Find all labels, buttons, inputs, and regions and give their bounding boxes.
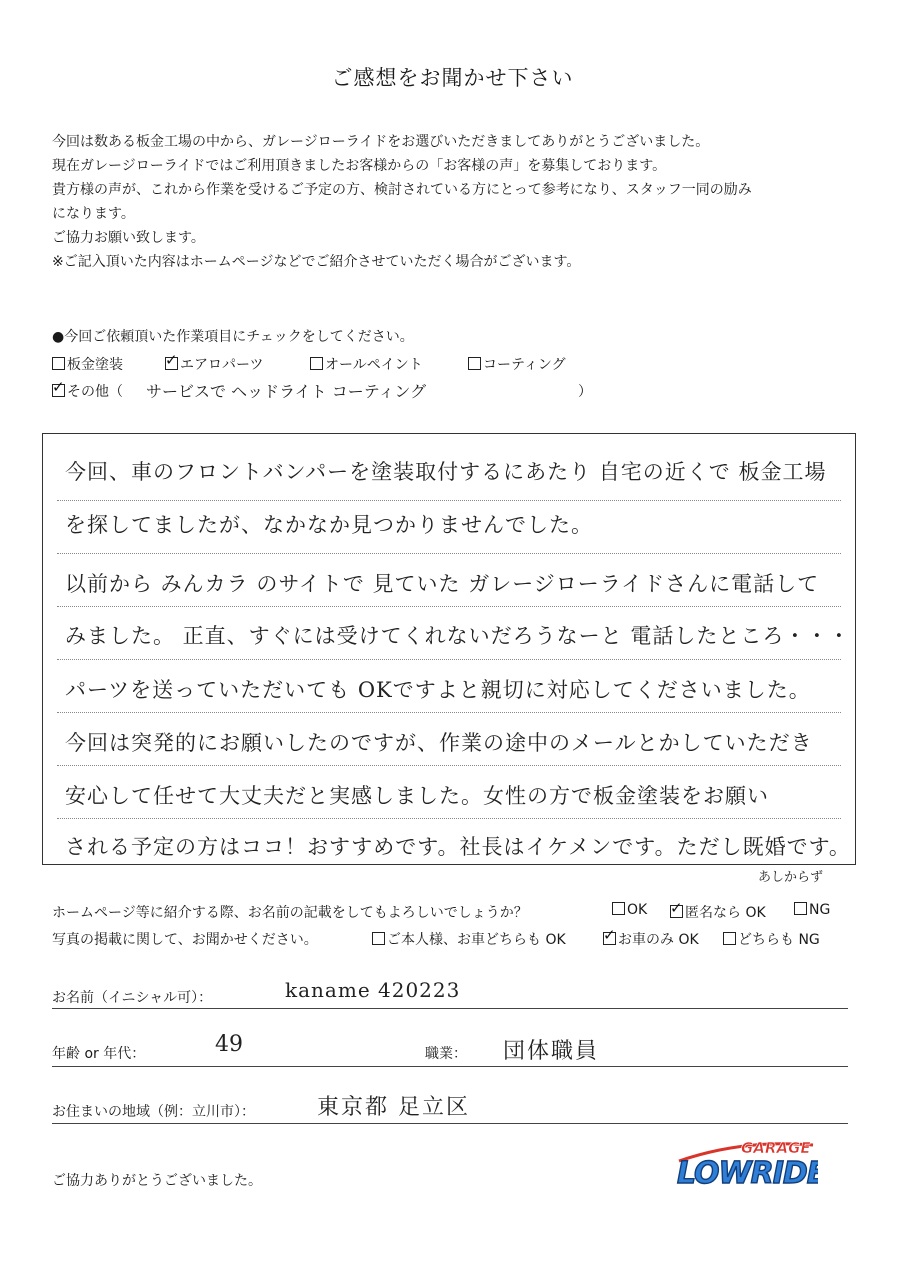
garage-lowride-logo bbox=[673, 1131, 818, 1191]
consent-option[interactable] bbox=[670, 902, 766, 922]
checkbox-checked[interactable] bbox=[603, 932, 616, 945]
job-label: 職業： bbox=[425, 1046, 467, 1062]
comment-line: 今回は突発的にお願いしたのですが、作業の途中のメールとかしていただき bbox=[65, 731, 813, 755]
work-item-option[interactable] bbox=[468, 354, 566, 374]
consent-option[interactable] bbox=[723, 929, 820, 949]
checkbox[interactable] bbox=[723, 932, 736, 945]
option-label: 板金塗装 bbox=[67, 357, 123, 373]
consent-option[interactable] bbox=[372, 929, 566, 949]
checkbox-checked[interactable] bbox=[670, 905, 683, 918]
work-item-other[interactable] bbox=[52, 381, 123, 401]
area-value[interactable]: 東京都 足立区 bbox=[317, 1095, 470, 1120]
intro-line: ご協力お願い致します。 bbox=[52, 230, 205, 246]
work-item-option[interactable] bbox=[310, 354, 423, 374]
other-label: その他（ bbox=[67, 384, 123, 400]
intro-line: 貴方様の声が、これから作業を受けるご予定の方、検討されている方にとって参考になり、スタッフ一同の励み bbox=[52, 182, 752, 198]
checkbox[interactable] bbox=[794, 902, 807, 915]
logo-graphic bbox=[673, 1131, 818, 1191]
option-label: どちらも NG bbox=[738, 932, 820, 948]
comment-note: あしからず bbox=[758, 870, 824, 885]
consent-option[interactable] bbox=[794, 902, 830, 918]
intro-text bbox=[52, 130, 752, 274]
photo-consent-question: 写真の掲載に関して、お聞かせください。 bbox=[52, 932, 318, 948]
option-label: エアロパーツ bbox=[180, 357, 264, 373]
ruled-line bbox=[57, 818, 841, 819]
comment-box bbox=[42, 433, 856, 865]
option-label: NG bbox=[809, 902, 831, 918]
option-label: OK bbox=[627, 902, 648, 918]
name-consent-question: ホームページ等に紹介する際、お名前の記載をしてもよろしいでしょうか？ bbox=[52, 905, 528, 921]
ruled-line bbox=[57, 500, 841, 501]
work-items-heading: ●今回ご依頼頂いた作業項目にチェックをしてください。 bbox=[52, 329, 414, 345]
option-label: お車のみ OK bbox=[618, 932, 699, 948]
age-value[interactable]: 49 bbox=[215, 1032, 243, 1057]
comment-line: みました。 正直、すぐには受けてくれないだろうなーと 電話したところ・・・ bbox=[65, 624, 851, 648]
comment-line: を探してましたが、なかなか見つかりませんでした。 bbox=[65, 513, 593, 537]
field-underline bbox=[52, 1123, 848, 1124]
page-title: ご感想をお聞かせ下さい bbox=[331, 66, 574, 90]
intro-line: 現在ガレージローライドではご利用頂きましたお客様からの「お客様の声」を募集しております。 bbox=[52, 158, 667, 174]
option-label: オールペイント bbox=[325, 357, 423, 373]
checkbox[interactable] bbox=[52, 357, 65, 370]
option-label: コーティング bbox=[483, 357, 566, 373]
field-underline bbox=[52, 1066, 848, 1067]
name-label: お名前（イニシャル可）： bbox=[52, 990, 213, 1006]
ruled-line bbox=[57, 765, 841, 766]
other-close-paren: ） bbox=[578, 384, 592, 400]
field-underline bbox=[52, 1008, 848, 1009]
checkbox[interactable] bbox=[372, 932, 385, 945]
intro-line: になります。 bbox=[52, 206, 135, 222]
work-item-option[interactable] bbox=[165, 354, 263, 374]
ruled-line bbox=[57, 659, 841, 660]
consent-option[interactable] bbox=[603, 929, 699, 949]
job-value[interactable]: 団体職員 bbox=[503, 1039, 600, 1064]
work-item-option[interactable] bbox=[52, 354, 123, 374]
intro-line: ※ご記入頂いた内容はホームページなどでご紹介させていただく場合がございます。 bbox=[52, 254, 581, 270]
thank-you-text: ご協力ありがとうございました。 bbox=[52, 1173, 262, 1189]
logo-line2: LOWRIDE bbox=[677, 1156, 818, 1191]
ruled-line bbox=[57, 712, 841, 713]
checkbox[interactable] bbox=[468, 357, 481, 370]
option-label: ご本人様、お車どちらも OK bbox=[387, 932, 566, 948]
ruled-line bbox=[57, 553, 841, 554]
area-label: お住まいの地域（例：立川市）： bbox=[52, 1104, 255, 1120]
checkbox-checked[interactable] bbox=[52, 384, 65, 397]
comment-line: 安心して任せて大丈夫だと実感しました。女性の方で板金塗装をお願い bbox=[65, 784, 769, 808]
logo-line1: GARAGE bbox=[741, 1139, 811, 1157]
option-label: 匿名なら OK bbox=[685, 905, 766, 921]
intro-line: 今回は数ある板金工場の中から、ガレージローライドをお選びいただきましてありがとうございました。 bbox=[52, 134, 710, 150]
checkbox[interactable] bbox=[310, 357, 323, 370]
consent-option[interactable] bbox=[612, 902, 647, 918]
comment-line: される予定の方はココ！おすすめです。社長はイケメンです。ただし既婚です。 bbox=[65, 835, 851, 859]
name-value[interactable]: kaname 420223 bbox=[285, 978, 461, 1002]
comment-line: 今回、車のフロントバンパーを塗装取付するにあたり 自宅の近くで 板金工場 bbox=[65, 460, 827, 484]
checkbox[interactable] bbox=[612, 902, 625, 915]
other-value: サービスで ヘッドライト コーティング bbox=[146, 382, 427, 401]
comment-line: 以前から みんカラ のサイトで 見ていた ガレージローライドさんに電話して bbox=[65, 572, 820, 596]
age-label: 年齢 or 年代： bbox=[52, 1046, 146, 1062]
ruled-line bbox=[57, 606, 841, 607]
checkbox-checked[interactable] bbox=[165, 357, 178, 370]
comment-line: パーツを送っていただいても OKですよと親切に対応してくださいました。 bbox=[65, 678, 811, 702]
